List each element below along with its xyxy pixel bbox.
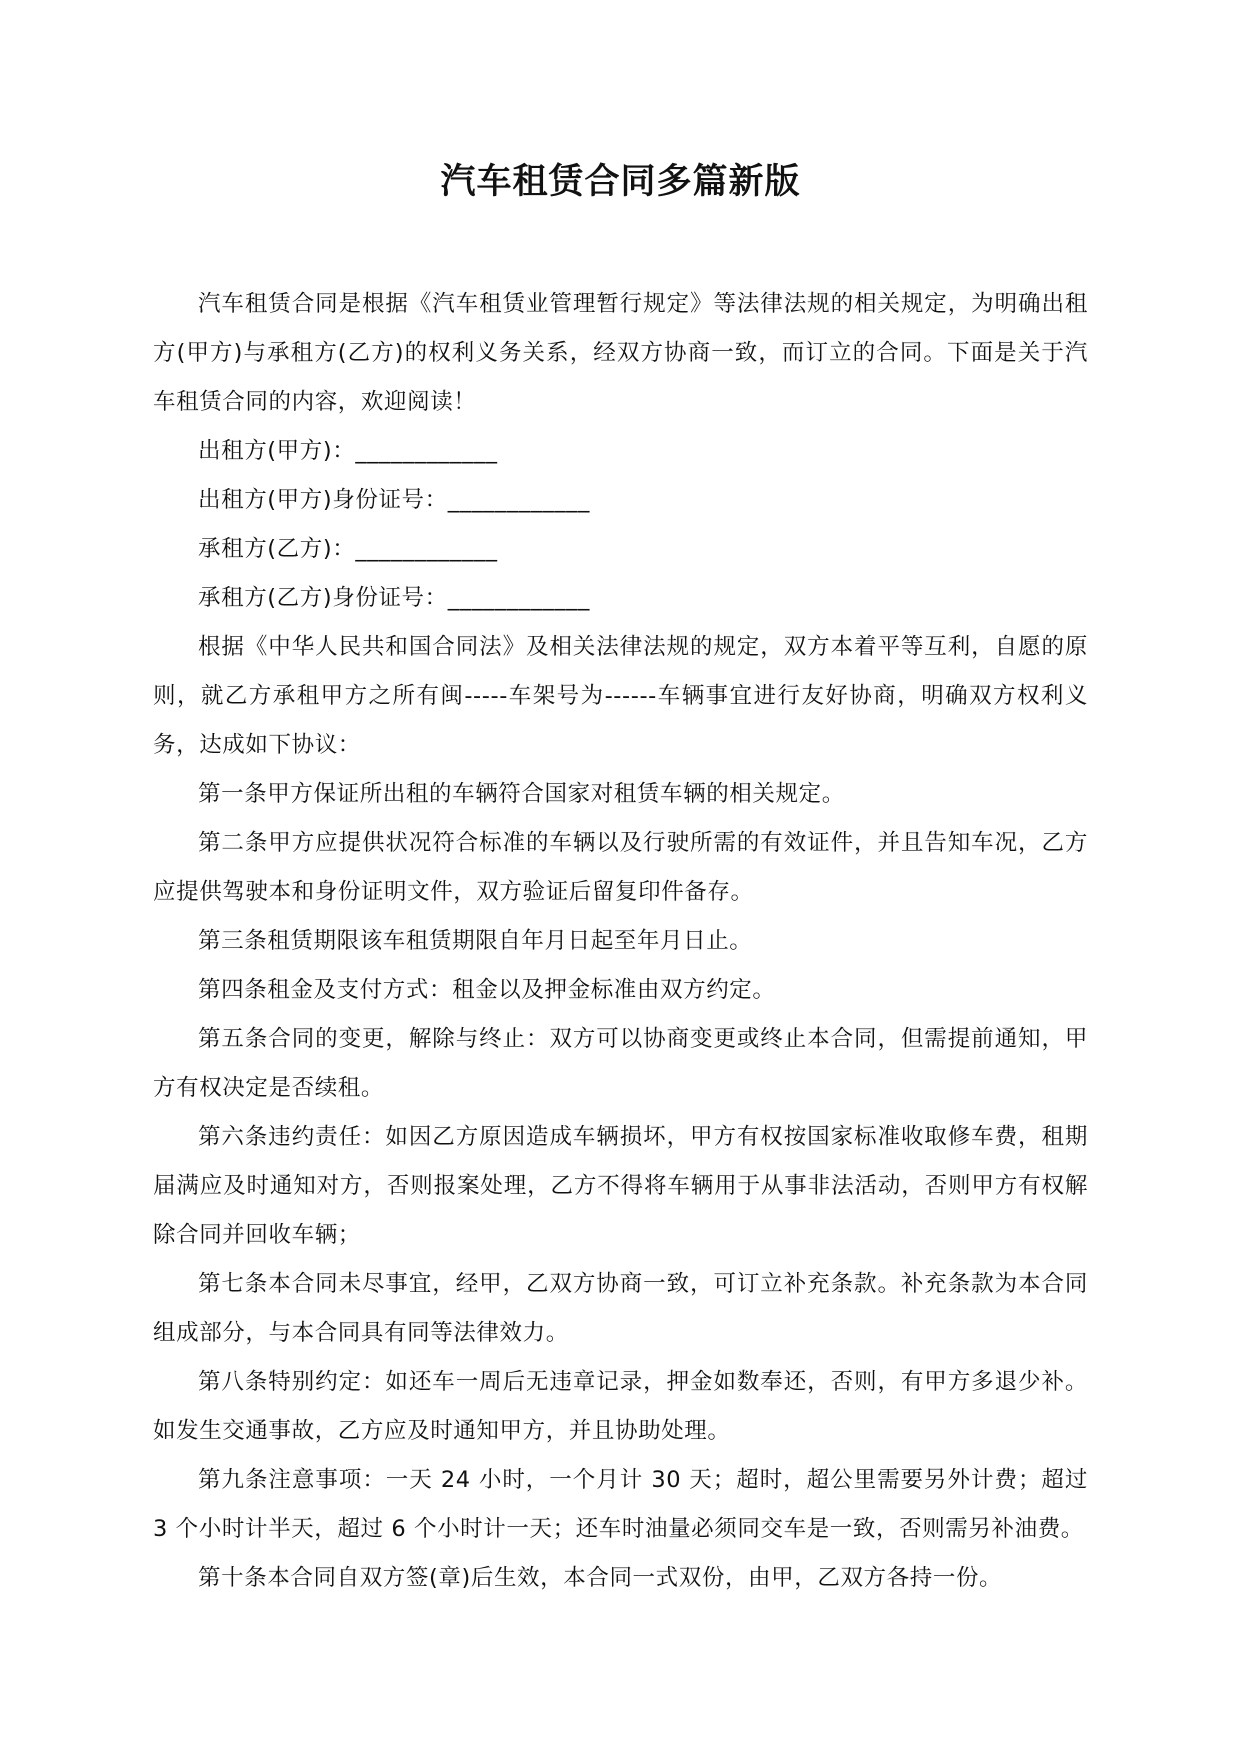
article-5: 第五条合同的变更，解除与终止：双方可以协商变更或终止本合同，但需提前通知，甲方有权决定是否续租。 <box>153 1026 1088 1101</box>
article-1: 第一条甲方保证所出租的车辆符合国家对租赁车辆的相关规定。 <box>198 781 845 807</box>
article-6: 第六条违约责任：如因乙方原因造成车辆损坏，甲方有权按国家标准收取修车费，租期届满应及时通知对方，否则报案处理，乙方不得将车辆用于从事非法活动，否则甲方有权解除合同并回收车辆； <box>153 1124 1088 1248</box>
intro-paragraph: 汽车租赁合同是根据《汽车租赁业管理暂行规定》等法律法规的相关规定，为明确出租方(甲方)与承租方(乙方)的权利义务关系，经双方协商一致，而订立的合同。下面是关于汽车租赁合同的内容，欢迎阅读！ <box>153 291 1088 415</box>
lessee-name-field: 承租方(乙方)：____________ <box>198 536 498 562</box>
article-8: 第八条特别约定：如还车一周后无违章记录，押金如数奉还，否则，有甲方多退少补。如发生交通事故，乙方应及时通知甲方，并且协助处理。 <box>153 1369 1088 1444</box>
article-9: 第九条注意事项：一天 24 小时，一个月计 30 天；超时，超公里需要另外计费；超过 3 个小时计半天，超过 6 个小时计一天；还车时油量必须同交车是一致，否则需另补油费。 <box>153 1467 1088 1542</box>
lessee-id-field: 承租方(乙方)身份证号：____________ <box>198 585 590 611</box>
document-title: 汽车租赁合同多篇新版 <box>440 162 801 202</box>
article-3: 第三条租赁期限该车租赁期限自年月日起至年月日止。 <box>198 928 753 954</box>
document-body <box>153 280 1088 1603</box>
lessor-id-field: 出租方(甲方)身份证号：____________ <box>198 487 590 513</box>
article-10: 第十条本合同自双方签(章)后生效，本合同一式双份，由甲，乙双方各持一份。 <box>198 1565 1003 1591</box>
article-2: 第二条甲方应提供状况符合标准的车辆以及行驶所需的有效证件，并且告知车况，乙方应提供驾驶本和身份证明文件，双方验证后留复印件备存。 <box>153 830 1088 905</box>
lessor-name-field: 出租方(甲方)：____________ <box>198 438 498 464</box>
article-7: 第七条本合同未尽事宜，经甲，乙双方协商一致，可订立补充条款。补充条款为本合同组成部分，与本合同具有同等法律效力。 <box>153 1271 1088 1346</box>
preamble-paragraph: 根据《中华人民共和国合同法》及相关法律法规的规定，双方本着平等互利，自愿的原则，就乙方承租甲方之所有闽-----车架号为------车辆事宜进行友好协商，明确双方权利义务，达成如下协议： <box>153 634 1088 758</box>
article-4: 第四条租金及支付方式：租金以及押金标准由双方约定。 <box>198 977 776 1003</box>
